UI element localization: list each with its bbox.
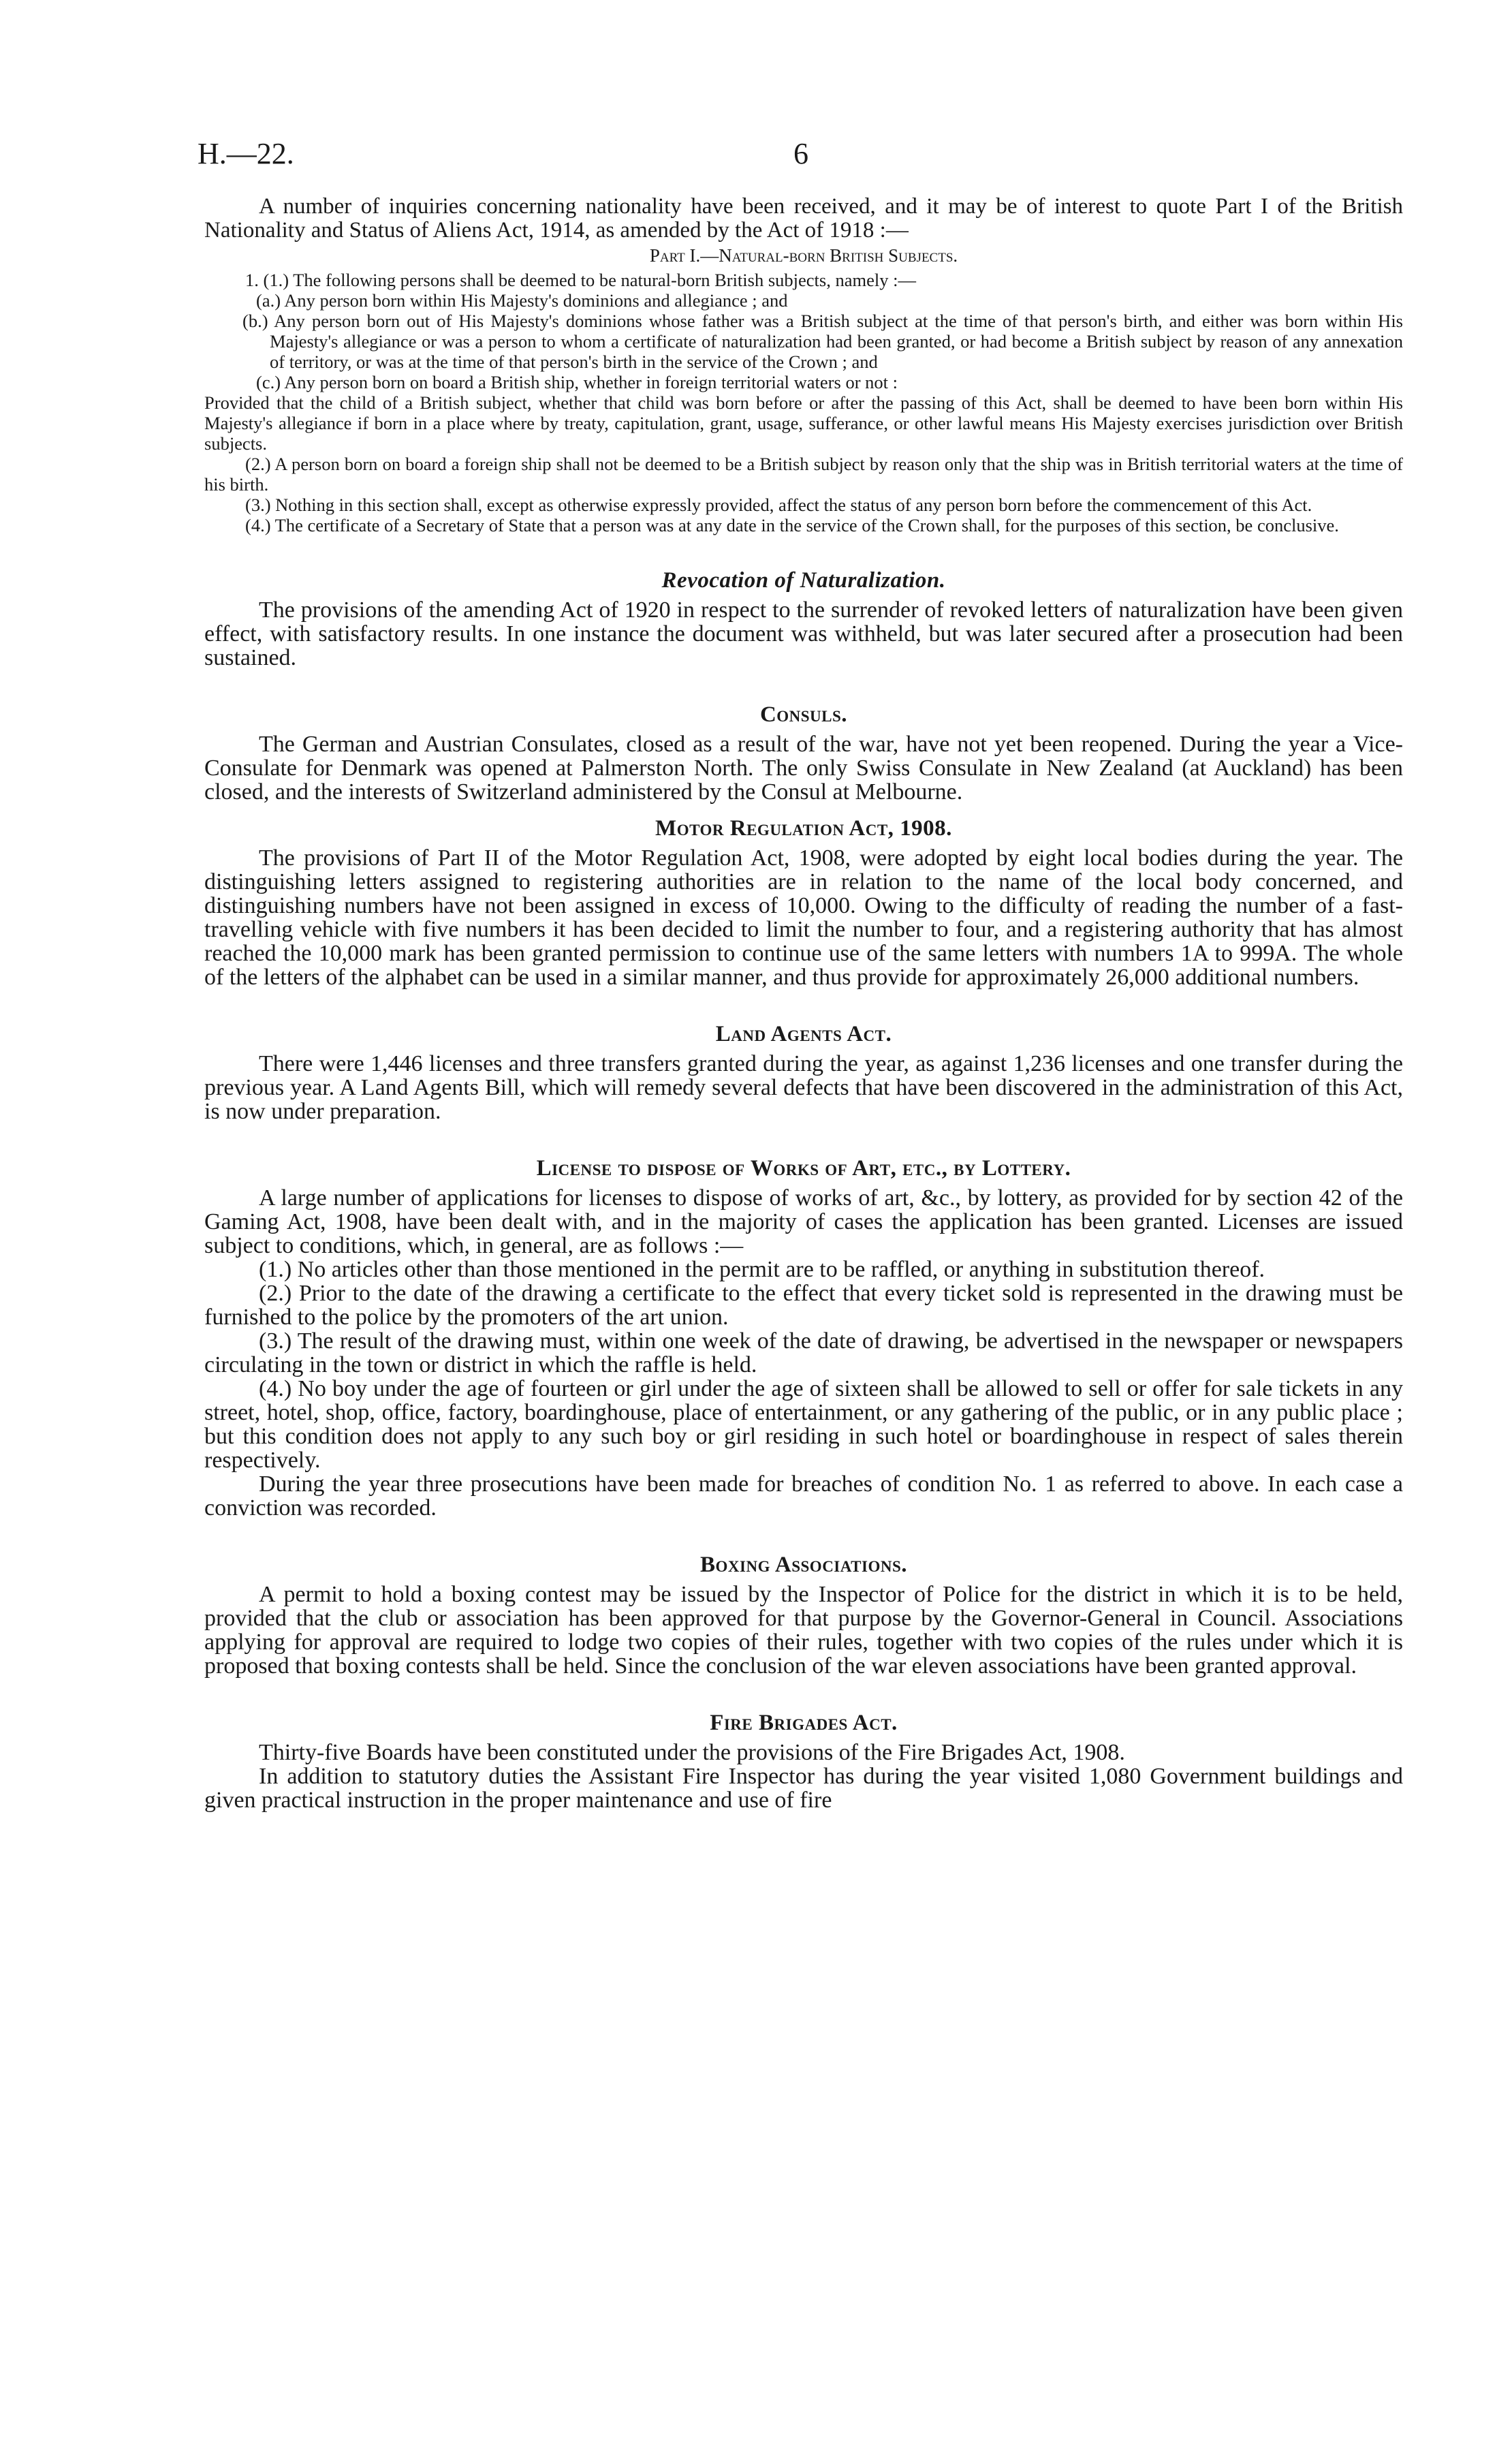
land-text: There were 1,446 licenses and three transfers granted during the year, as against 1,236 licenses and one transfer during the previous year. A Land Agents Bill, which will remedy several defects that have been discovered in the administration of this Act, is now under preparation. [204,1051,1403,1124]
fire-text-2: In addition to statutory duties the Assistant Fire Inspector has during the year visited 1,080 Government buildings and given practical instruction in the proper maintenance and use of fire [204,1764,1403,1813]
document-code: H.—22. [198,137,294,170]
quote-section-4: (4.) The certificate of a Secretary of State that a person was at any date in the service of the Crown shall, for the purposes of this section, be conclusive. [245,515,1339,535]
motor-heading: Motor Regulation Act, 1908. [655,816,952,841]
boxing-text: A permit to hold a boxing contest may be issued by the Inspector of Police for the district in which it is to be held, provided that the club or association has been approved for that purpose by the Governor-General in Council. Associations applying for approval are required to lodge two copies of their rules, together with two copies of the rules under which it is proposed that boxing contests shall be held. Since the conclusion of the war eleven associations have been granted approval. [204,1582,1403,1679]
quote-section-1: 1. (1.) The following persons shall be deemed to be natural-born British subjects, namely :— [245,270,916,290]
lottery-condition-3: (3.) The result of the drawing must, within one week of the date of drawing, be advertised in the newspaper or newspapers circulating in the town or district in which the raffle is held. [204,1328,1403,1377]
consuls-text: The German and Austrian Consulates, closed as a result of the war, have not yet been reopened. During the year a Vice-Consulate for Denmark was opened at Palmerston North. The only Swiss Consulate in New Zealand (at Auckland) has been closed, and the interests of Switzerland administered by the Consul at Melbourne. [204,732,1403,805]
page-number: 6 [793,137,808,170]
lottery-prosecutions: During the year three prosecutions have been made for breaches of condition No. 1 as referred to above. In each case a conviction was recorded. [204,1471,1403,1521]
quote-clause-b: (b.) Any person born out of His Majesty's dominions whose father was a British subject at the time of that person's birth, and either was born within His Majesty's allegiance or was a person to whom a certificate of naturalization had been granted, or had become a British subject by reason of any annexation of territory, or was at the time of that person's birth in the service of the Crown ; and [242,311,1403,372]
quote-section-2: (2.) A person born on board a foreign ship shall not be deemed to be a British subject by reason only that the ship was in British territorial waters at the time of his birth. [204,454,1403,495]
motor-text: The provisions of Part II of the Motor Regulation Act, 1908, were adopted by eight local bodies during the year. The distinguishing letters assigned to registering authorities are in relation to the name of the local body concerned, and distinguishing numbers have not been assigned in excess of 10,000. Owing to the difficulty of reading the number of a fast-travelling vehicle with five numbers it has been decided to limit the number to four, and a registering authority that has almost reached the 10,000 mark has been granted permission to continue use of the same letters with numbers 1A to 999A. The whole of the letters of the alphabet can be used in a similar manner, and thus provide for approximately 26,000 additional numbers. [204,845,1403,990]
lottery-heading: License to dispose of Works of Art, etc., by Lottery. [536,1156,1071,1181]
lottery-condition-1: (1.) No articles other than those mentioned in the permit are to be raffled, or anything in substitution thereof. [259,1257,1265,1282]
revocation-heading: Revocation of Naturalization. [661,568,946,593]
consuls-heading: Consuls. [759,702,848,727]
quote-part-title: Part I.—Natural-born British Subjects. [649,245,958,266]
quote-proviso: Provided that the child of a British subject, whether that child was born before or after the passing of this Act, shall be deemed to have been born within His Majesty's allegiance if born in a place where by treaty, capitulation, grant, usage, sufferance, or other lawful means His Majesty exercises jurisdiction over British subjects. [204,392,1403,454]
page-header [198,136,1403,184]
quote-section-3: (3.) Nothing in this section shall, except as otherwise expressly provided, affect the status of any person born before the commencement of this Act. [245,495,1312,515]
revocation-text: The provisions of the amending Act of 1920 in respect to the surrender of revoked letters of naturalization have been given effect, with satisfactory results. In one instance the document was withheld, but was later secured after a prosecution had been sustained. [204,597,1403,670]
intro-paragraph: A number of inquiries concerning nationality have been received, and it may be of interest to quote Part I of the British Nationality and Status of Aliens Act, 1914, as amended by the Act of 1918 :— [204,194,1403,243]
quote-clause-c: (c.) Any person born on board a British ship, whether in foreign territorial waters or not : [256,372,898,392]
fire-text-1: Thirty-five Boards have been constituted under the provisions of the Fire Brigades Act, 1908. [259,1740,1125,1765]
lottery-condition-2: (2.) Prior to the date of the drawing a certificate to the effect that every ticket sold is represented in the drawing must be furnished to the police by the promoters of the art union. [204,1281,1403,1330]
land-heading: Land Agents Act. [715,1022,892,1046]
boxing-heading: Boxing Associations. [700,1553,907,1577]
lottery-text: A large number of applications for licenses to dispose of works of art, &c., by lottery, as provided for by section 42 of the Gaming Act, 1908, have been dealt with, and in the majority of cases the application has been granted. Licenses are issued subject to conditions, which, in general, are as follows :— [204,1185,1403,1258]
lottery-condition-4: (4.) No boy under the age of fourteen or girl under the age of sixteen shall be allowed to sell or offer for sale tickets in any street, hotel, shop, office, factory, boardinghouse, place of entertainment, or any gathering of the public, or in any public place ; but this condition does not apply to any such boy or girl residing in such hotel or boardinghouse in respect of sales therein respectively. [204,1376,1403,1473]
document-page [198,136,1403,1813]
act-quotation [204,245,1403,535]
fire-heading: Fire Brigades Act. [710,1711,898,1735]
quote-clause-a: (a.) Any person born within His Majesty's dominions and allegiance ; and [256,290,788,311]
